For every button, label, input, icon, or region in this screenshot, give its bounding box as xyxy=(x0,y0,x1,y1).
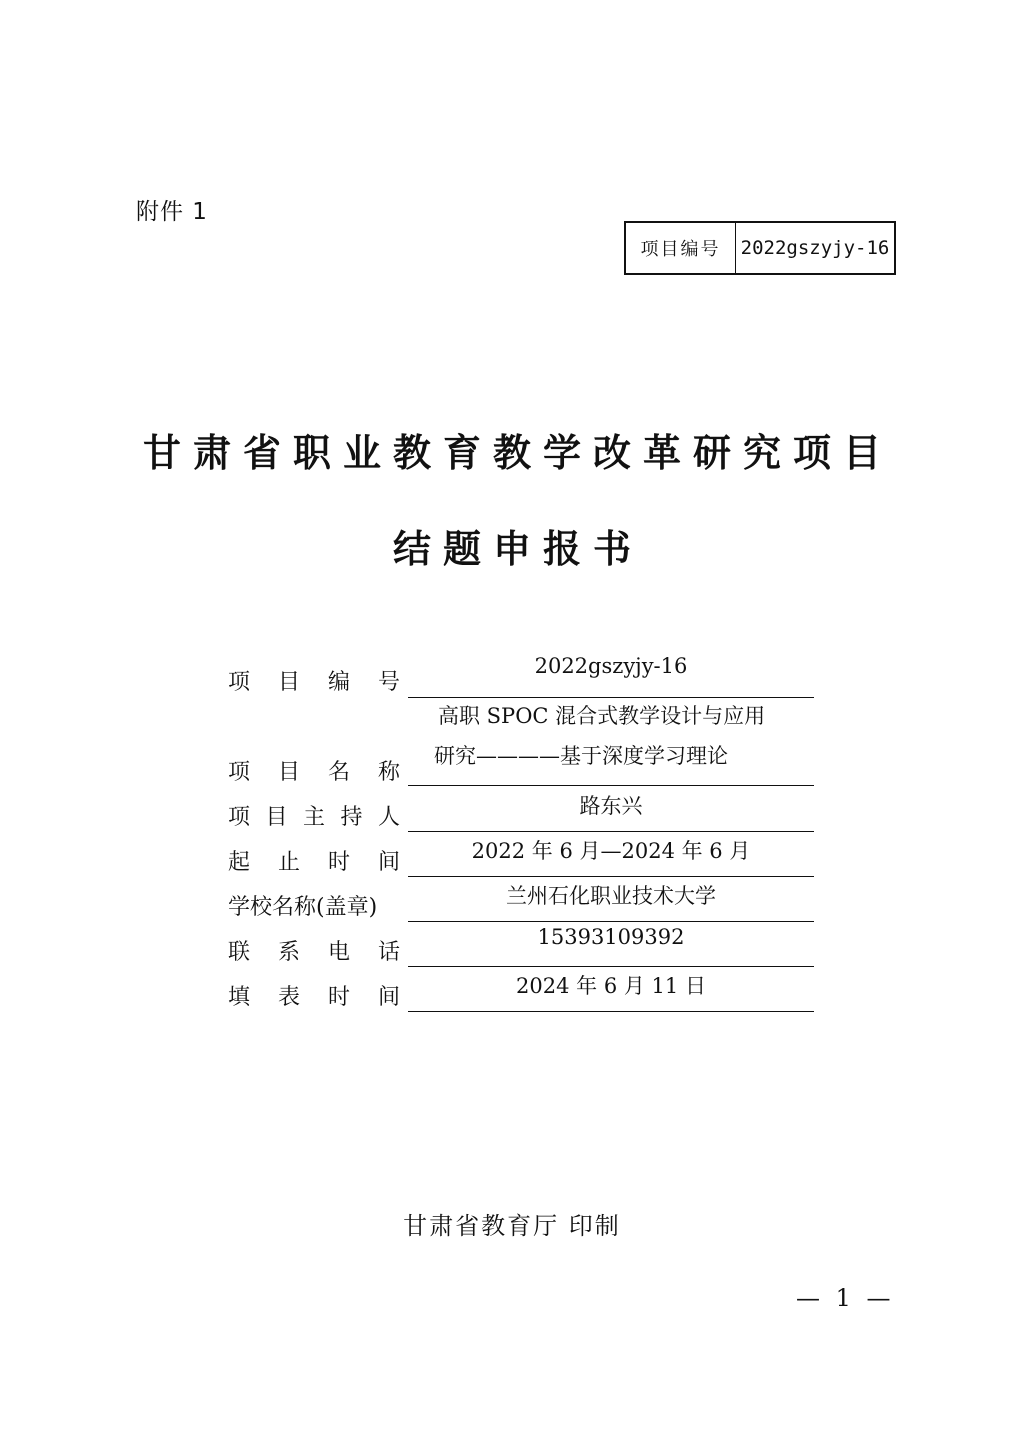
form-value-school: 兰州石化职业技术大学 xyxy=(408,878,814,922)
form-row-fill-date xyxy=(228,968,818,1013)
page-number: — 1 — xyxy=(796,1284,895,1312)
form-row-period xyxy=(228,833,818,878)
form-value-fill-date: 2024 年 6 月 11 日 xyxy=(408,968,814,1012)
label-char: 间 xyxy=(377,850,400,875)
project-name-line-1: 高职 SPOC 混合式教学设计与应用 xyxy=(438,704,766,728)
project-code-box-label: 项目编号 xyxy=(626,223,736,273)
label-char: 编 xyxy=(327,670,350,695)
project-code-box xyxy=(624,221,896,275)
attachment-label: 附件 1 xyxy=(136,199,208,225)
application-form xyxy=(228,652,818,1013)
form-row-school xyxy=(228,878,818,923)
label-char: 项 xyxy=(228,760,251,785)
label-char: 话 xyxy=(377,940,400,965)
form-row-host xyxy=(228,788,818,833)
label-char: 主 xyxy=(302,805,325,830)
label-text: 学校名称(盖章) xyxy=(228,895,378,920)
form-value-project-name xyxy=(408,698,814,786)
label-char: 时 xyxy=(327,850,350,875)
label-char: 系 xyxy=(277,940,300,965)
label-char: 目 xyxy=(277,760,300,785)
label-char: 持 xyxy=(340,805,363,830)
label-char: 电 xyxy=(327,940,350,965)
project-name-line-2: 研究————基于深度学习理论 xyxy=(434,744,728,768)
label-char: 人 xyxy=(377,805,400,830)
label-char: 目 xyxy=(277,670,300,695)
printer-line: 甘肃省教育厅 印制 xyxy=(403,1212,621,1240)
label-char: 填 xyxy=(228,985,251,1010)
form-label-project-code xyxy=(228,665,400,698)
label-char: 止 xyxy=(277,850,300,875)
document-subtitle: 结题申报书 xyxy=(392,527,643,571)
label-char: 称 xyxy=(377,760,400,785)
form-value-period: 2022 年 6 月—2024 年 6 月 xyxy=(408,833,814,877)
form-value-host: 路东兴 xyxy=(408,788,814,832)
document-title: 甘肃省职业教育教学改革研究项目 xyxy=(142,431,893,475)
form-label-school xyxy=(228,890,400,923)
label-char: 项 xyxy=(228,805,251,830)
label-char: 间 xyxy=(377,985,400,1010)
form-label-phone xyxy=(228,935,400,968)
form-row-project-name xyxy=(228,698,818,788)
label-char: 联 xyxy=(228,940,251,965)
form-value-phone: 15393109392 xyxy=(408,923,814,967)
label-char: 起 xyxy=(228,850,251,875)
form-row-phone xyxy=(228,923,818,968)
project-code-box-value: 2022gszyjy-16 xyxy=(740,237,890,259)
form-label-fill-date xyxy=(228,980,400,1013)
form-label-project-name xyxy=(228,755,400,788)
label-char: 目 xyxy=(265,805,288,830)
form-value-project-code: 2022gszyjy-16 xyxy=(408,652,814,698)
form-label-host xyxy=(228,800,400,833)
label-char: 号 xyxy=(377,670,400,695)
label-char: 时 xyxy=(327,985,350,1010)
form-label-period xyxy=(228,845,400,878)
label-char: 表 xyxy=(277,985,300,1010)
label-char: 名 xyxy=(327,760,350,785)
form-row-project-code xyxy=(228,652,818,698)
label-char: 项 xyxy=(228,670,251,695)
